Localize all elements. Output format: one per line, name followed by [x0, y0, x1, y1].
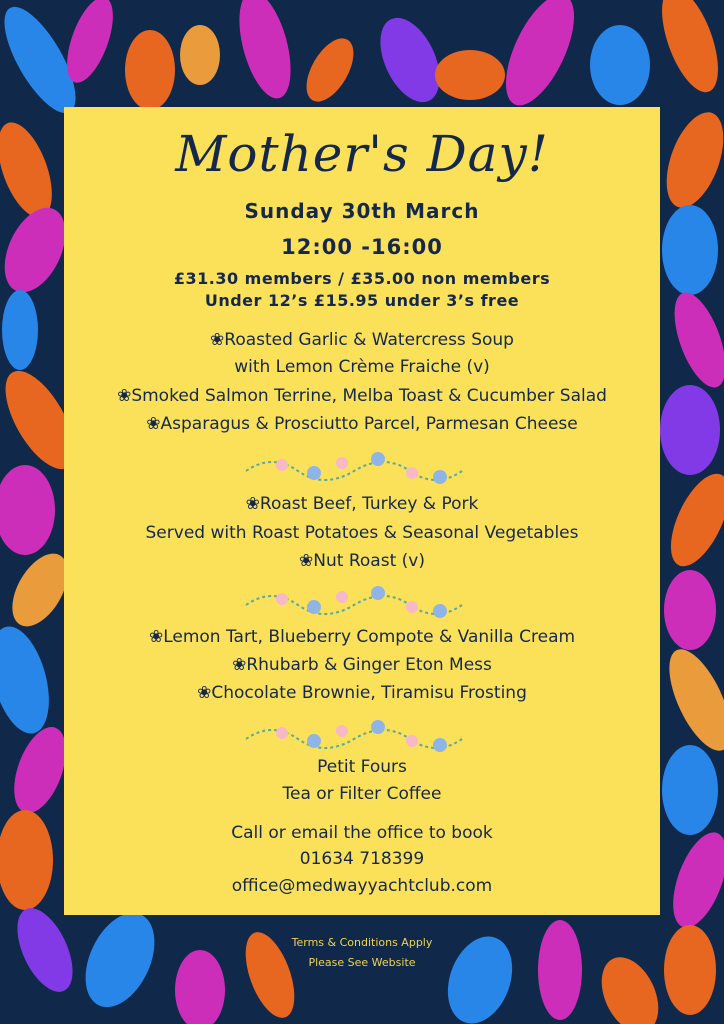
floral-divider-icon	[242, 449, 466, 489]
menu-item: with Lemon Crème Fraiche (v)	[234, 357, 490, 377]
menu-card	[64, 107, 660, 915]
menu-item: Served with Roast Potatoes & Seasonal Vegetables	[145, 523, 579, 543]
menu-item: ❀Smoked Salmon Terrine, Melba Toast & Cucumber Salad	[117, 386, 607, 406]
flower-icon: ❀	[210, 330, 225, 350]
flower-icon: ❀	[117, 386, 132, 406]
menu-item: ❀Asparagus & Prosciutto Parcel, Parmesan Cheese	[146, 414, 578, 434]
floral-divider-icon	[242, 717, 466, 757]
menu-item: ❀Nut Roast (v)	[299, 551, 425, 571]
terms-line: Terms & Conditions Apply	[291, 936, 433, 949]
menu-item: ❀Lemon Tart, Blueberry Compote & Vanilla Cream	[148, 627, 576, 647]
email-address: office@medwayyachtclub.com	[231, 876, 493, 896]
event-date: Sunday 30th March	[244, 199, 480, 223]
terms-line: Please See Website	[308, 956, 416, 969]
menu-item: ❀Roasted Garlic & Watercress Soup	[210, 330, 514, 350]
floral-divider-icon	[242, 583, 466, 623]
flower-icon: ❀	[148, 627, 164, 647]
flower-icon: ❀	[146, 414, 161, 434]
booking-line: Call or email the office to book	[231, 823, 493, 843]
menu-item: ❀Chocolate Brownie, Tiramisu Frosting	[197, 683, 527, 703]
flower-icon: ❀	[299, 551, 314, 571]
menu-extra: Petit Fours	[317, 757, 407, 777]
price-line: £31.30 members / £35.00 non members	[173, 269, 551, 288]
menu-extra: Tea or Filter Coffee	[282, 784, 442, 804]
flower-icon: ❀	[245, 494, 260, 514]
flower-icon: ❀	[197, 683, 212, 703]
phone-number: 01634 718399	[299, 849, 425, 869]
flower-icon: ❀	[232, 655, 247, 675]
menu-item: ❀Roast Beef, Turkey & Pork	[245, 494, 479, 514]
event-title: Mother's Day!	[175, 125, 549, 183]
menu-item: ❀Rhubarb & Ginger Eton Mess	[232, 655, 492, 675]
price-line-children: Under 12’s £15.95 under 3’s free	[204, 291, 520, 310]
event-time: 12:00 -16:00	[281, 235, 443, 259]
